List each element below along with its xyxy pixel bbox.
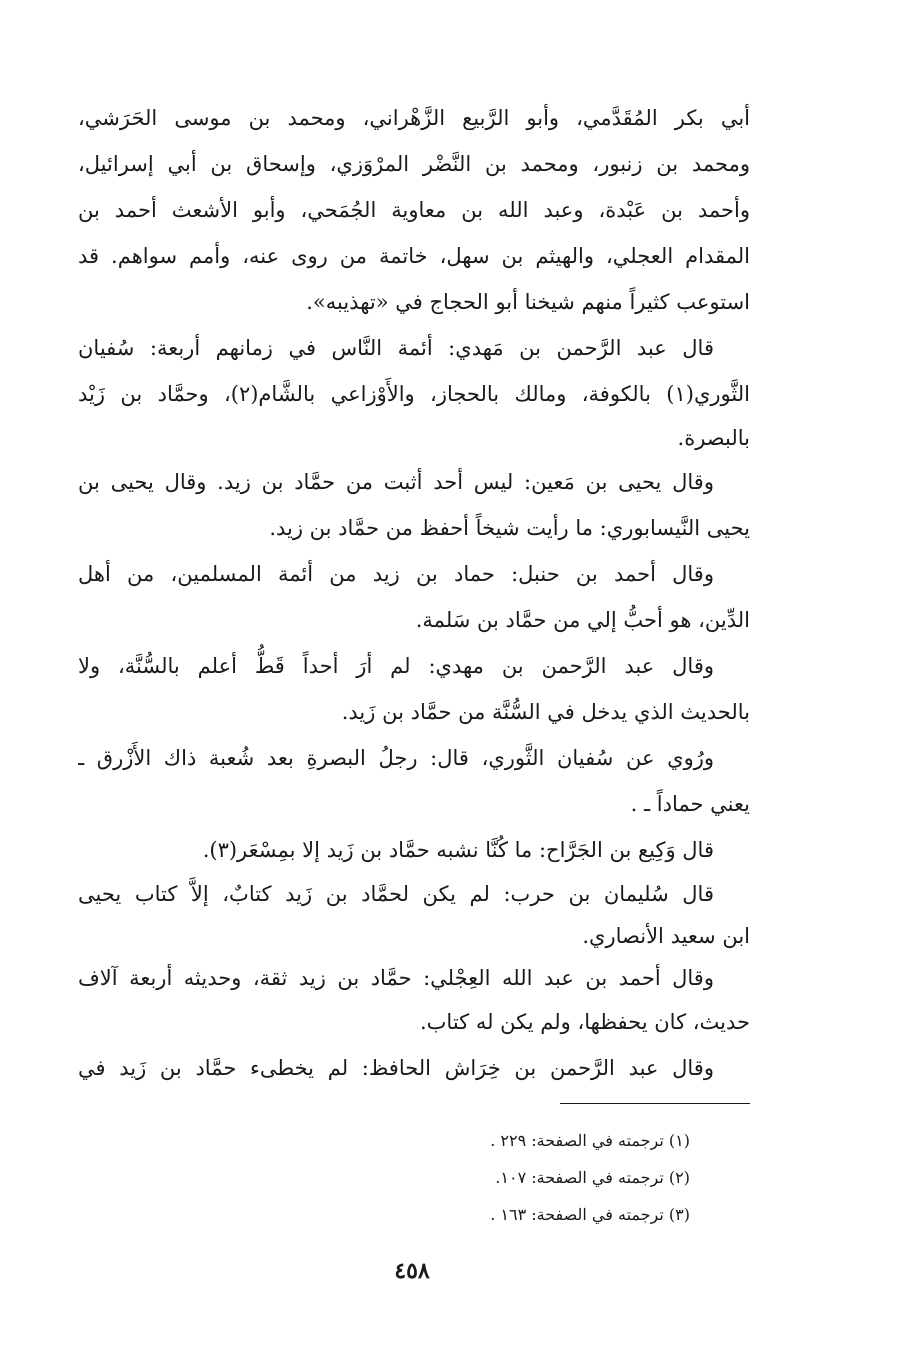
text-line: وقال عبد الرَّحمن بن خِرَاش الحافظ: لم يخطىء حمَّاد بن زَيد في — [78, 1056, 714, 1080]
footnote: (٣) ترجمته في الصفحة: ١٦٣ . — [490, 1205, 690, 1224]
text-line: المقدام العجلي، والهيثم بن سهل، خاتمة من روى عنه، وأمم سواهم. قد — [78, 244, 750, 268]
text-line: ومحمد بن زنبور، ومحمد بن النَّضْر المرْوَزي، وإسحاق بن أبي إسرائيل، — [78, 152, 750, 176]
text-line: الدِّين، هو أحبُّ إلي من حمَّاد بن سَلمة. — [415, 608, 750, 632]
text-line: ورُوي عن سُفيان الثَّوري، قال: رجلُ البصرةِ بعد شُعبة ذاك الأَزْرق ـ — [78, 746, 714, 770]
text-line: قال عبد الرَّحمن بن مَهدي: أئمة النَّاس في زمانهم أربعة: سُفيان — [78, 336, 714, 360]
text-line: بالحديث الذي يدخل في السُّنَّة من حمَّاد بن زَيد. — [341, 700, 750, 724]
text-line: قال وَكِيع بن الجَرَّاح: ما كُنَّا نشبه حمَّاد بن زَيد إلا بمِسْعَر(٣). — [202, 838, 714, 862]
text-line: بالبصرة. — [677, 426, 750, 450]
text-line: وقال أحمد بن حنبل: حماد بن زيد من أئمة المسلمين، من أهل — [78, 562, 714, 586]
text-line: أبي بكر المُقَدَّمي، وأبو الرَّبيع الزَّهْراني، ومحمد بن موسى الحَرَشي، — [78, 106, 750, 130]
main-text — [78, 95, 750, 1091]
text-line: ابن سعيد الأنصاري. — [582, 924, 750, 948]
footnotes — [300, 1122, 690, 1233]
text-line: استوعب كثيراً منهم شيخنا أبو الحجاج في «تهذيبه». — [306, 290, 750, 314]
text-line: وقال يحيى بن مَعين: ليس أحد أثبت من حمَّاد بن زيد. وقال يحيى بن — [78, 470, 714, 494]
text-line: وقال عبد الرَّحمن بن مهدي: لم أرَ أحداً قَطُّ أعلم بالسُّنَّة، ولا — [78, 654, 714, 678]
text-line: وأحمد بن عَبْدة، وعبد الله بن معاوية الجُمَحي، وأبو الأشعث أحمد بن — [78, 198, 750, 222]
footnote: (١) ترجمته في الصفحة: ٢٢٩ . — [490, 1131, 690, 1150]
footnote-divider — [560, 1103, 750, 1104]
text-line: قال سُليمان بن حرب: لم يكن لحمَّاد بن زَيد كتابٌ، إلاَّ كتاب يحيى — [78, 882, 714, 906]
page-number: ٤٥٨ — [394, 1258, 430, 1284]
footnote: (٢) ترجمته في الصفحة: ١٠٧. — [495, 1168, 690, 1187]
text-line: وقال أحمد بن عبد الله العِجْلي: حمَّاد بن زيد ثقة، وحديثه أربعة آلاف — [78, 966, 714, 990]
text-line: حديث، كان يحفظها، ولم يكن له كتاب. — [419, 1010, 750, 1034]
text-line: يعني حماداً ـ . — [630, 792, 750, 816]
text-line: يحيى النَّيسابوري: ما رأيت شيخاً أحفظ من حمَّاد بن زيد. — [269, 516, 750, 540]
text-line: الثَّوري(١) بالكوفة، ومالك بالحجاز، والأَوْزاعي بالشَّام(٢)، وحمَّاد بن زَيْد — [78, 382, 750, 406]
